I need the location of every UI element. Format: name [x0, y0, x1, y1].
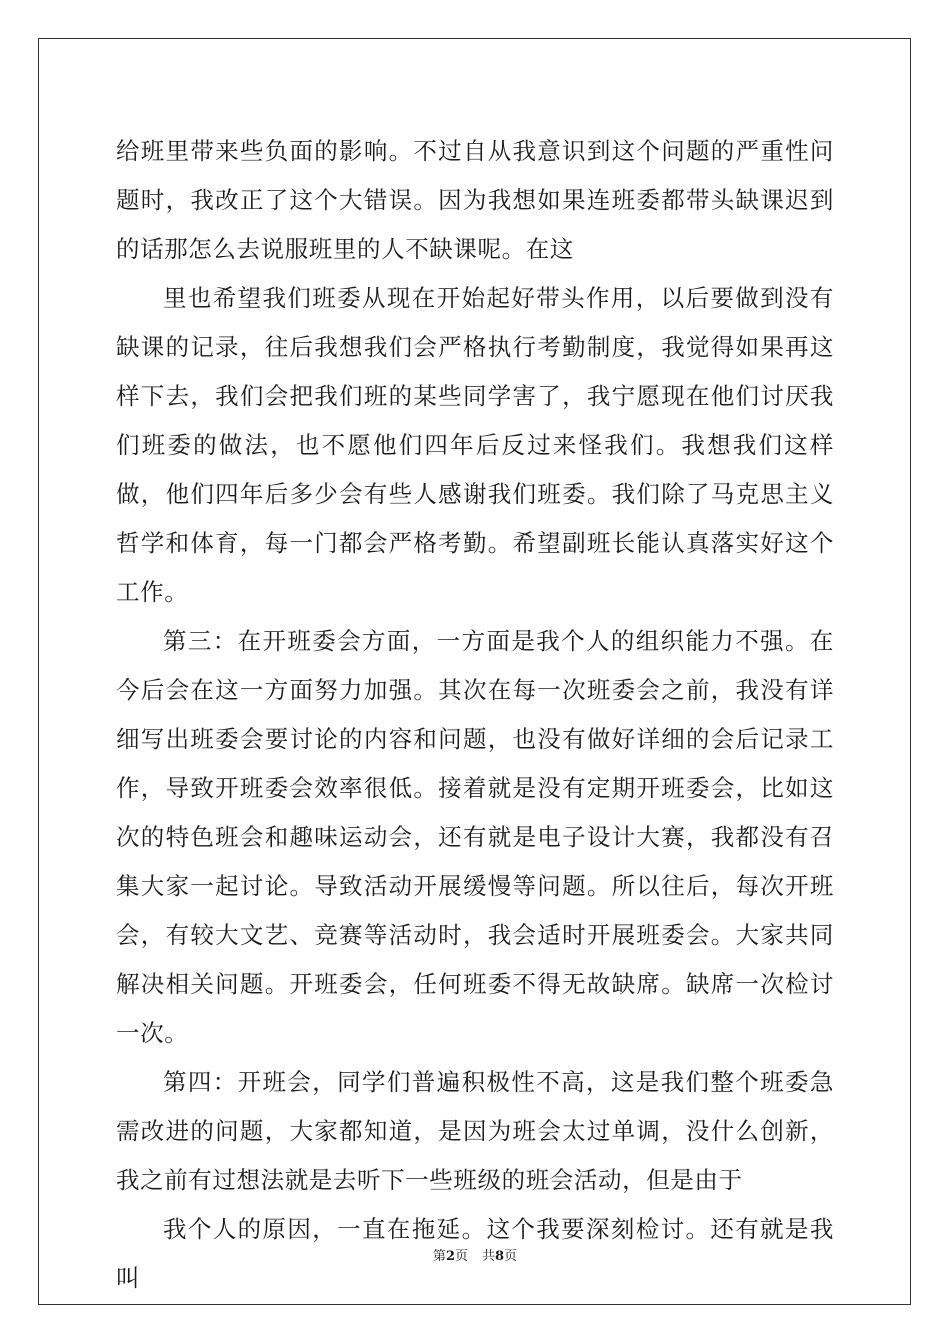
paragraph-1: 给班里带来些负面的影响。不过自从我意识到这个问题的严重性问题时，我改正了这个大错误。因为我想如果连班委都带头缺课迟到的话那怎么去说服班里的人不缺课呢。在这 — [116, 137, 834, 263]
footer-page-prefix: 第 — [432, 1249, 446, 1264]
document-body — [116, 127, 834, 1303]
footer-total-prefix: 共 — [482, 1249, 496, 1264]
footer-total-pages: 8 — [495, 1249, 505, 1264]
footer-total-suffix: 页 — [504, 1249, 518, 1264]
paragraph-3: 第三：在开班委会方面，一方面是我个人的组织能力不强。在今后会在这一方面努力加强。其次在每一次班委会之前，我没有详细写出班委会要讨论的内容和问题，也没有做好详细的会后记录工作，导致开班委会效率很低。接着就是没有定期开班委会，比如这次的特色班会和趣味运动会，还有就是电子设计大赛，我都没有召集大家一起讨论。导致活动开展缓慢等问题。所以往后，每次开班会，有较大文艺、竞赛等活动时，我会适时开展班委会。大家共同解决相关问题。开班委会，任何班委不得无故缺席。缺席一次检讨一次。 — [116, 627, 834, 1047]
footer-page-suffix: 页 — [454, 1249, 468, 1264]
paragraph-5: 我个人的原因，一直在拖延。这个我要深刻检讨。还有就是我叫 — [116, 1215, 834, 1292]
paragraph-4: 第四：开班会，同学们普遍积极性不高，这是我们整个班委急需改进的问题，大家都知道，是因为班会太过单调，没什么创新，我之前有过想法就是去听下一些班级的班会活动，但是由于 — [116, 1068, 834, 1194]
paragraph-2: 里也希望我们班委从现在开始起好带头作用，以后要做到没有缺课的记录，往后我想我们会严格执行考勤制度，我觉得如果再这样下去，我们会把我们班的某些同学害了，我宁愿现在他们讨厌我们班委的做法，也不愿他们四年后反过来怪我们。我想我们这样做，他们四年后多少会有些人感谢我们班委。我们除了马克思主义哲学和体育，每一门都会严格考勤。希望副班长能认真落实好这个工作。 — [116, 284, 834, 606]
page-footer — [0, 1245, 950, 1264]
footer-page-number: 2 — [445, 1249, 455, 1264]
